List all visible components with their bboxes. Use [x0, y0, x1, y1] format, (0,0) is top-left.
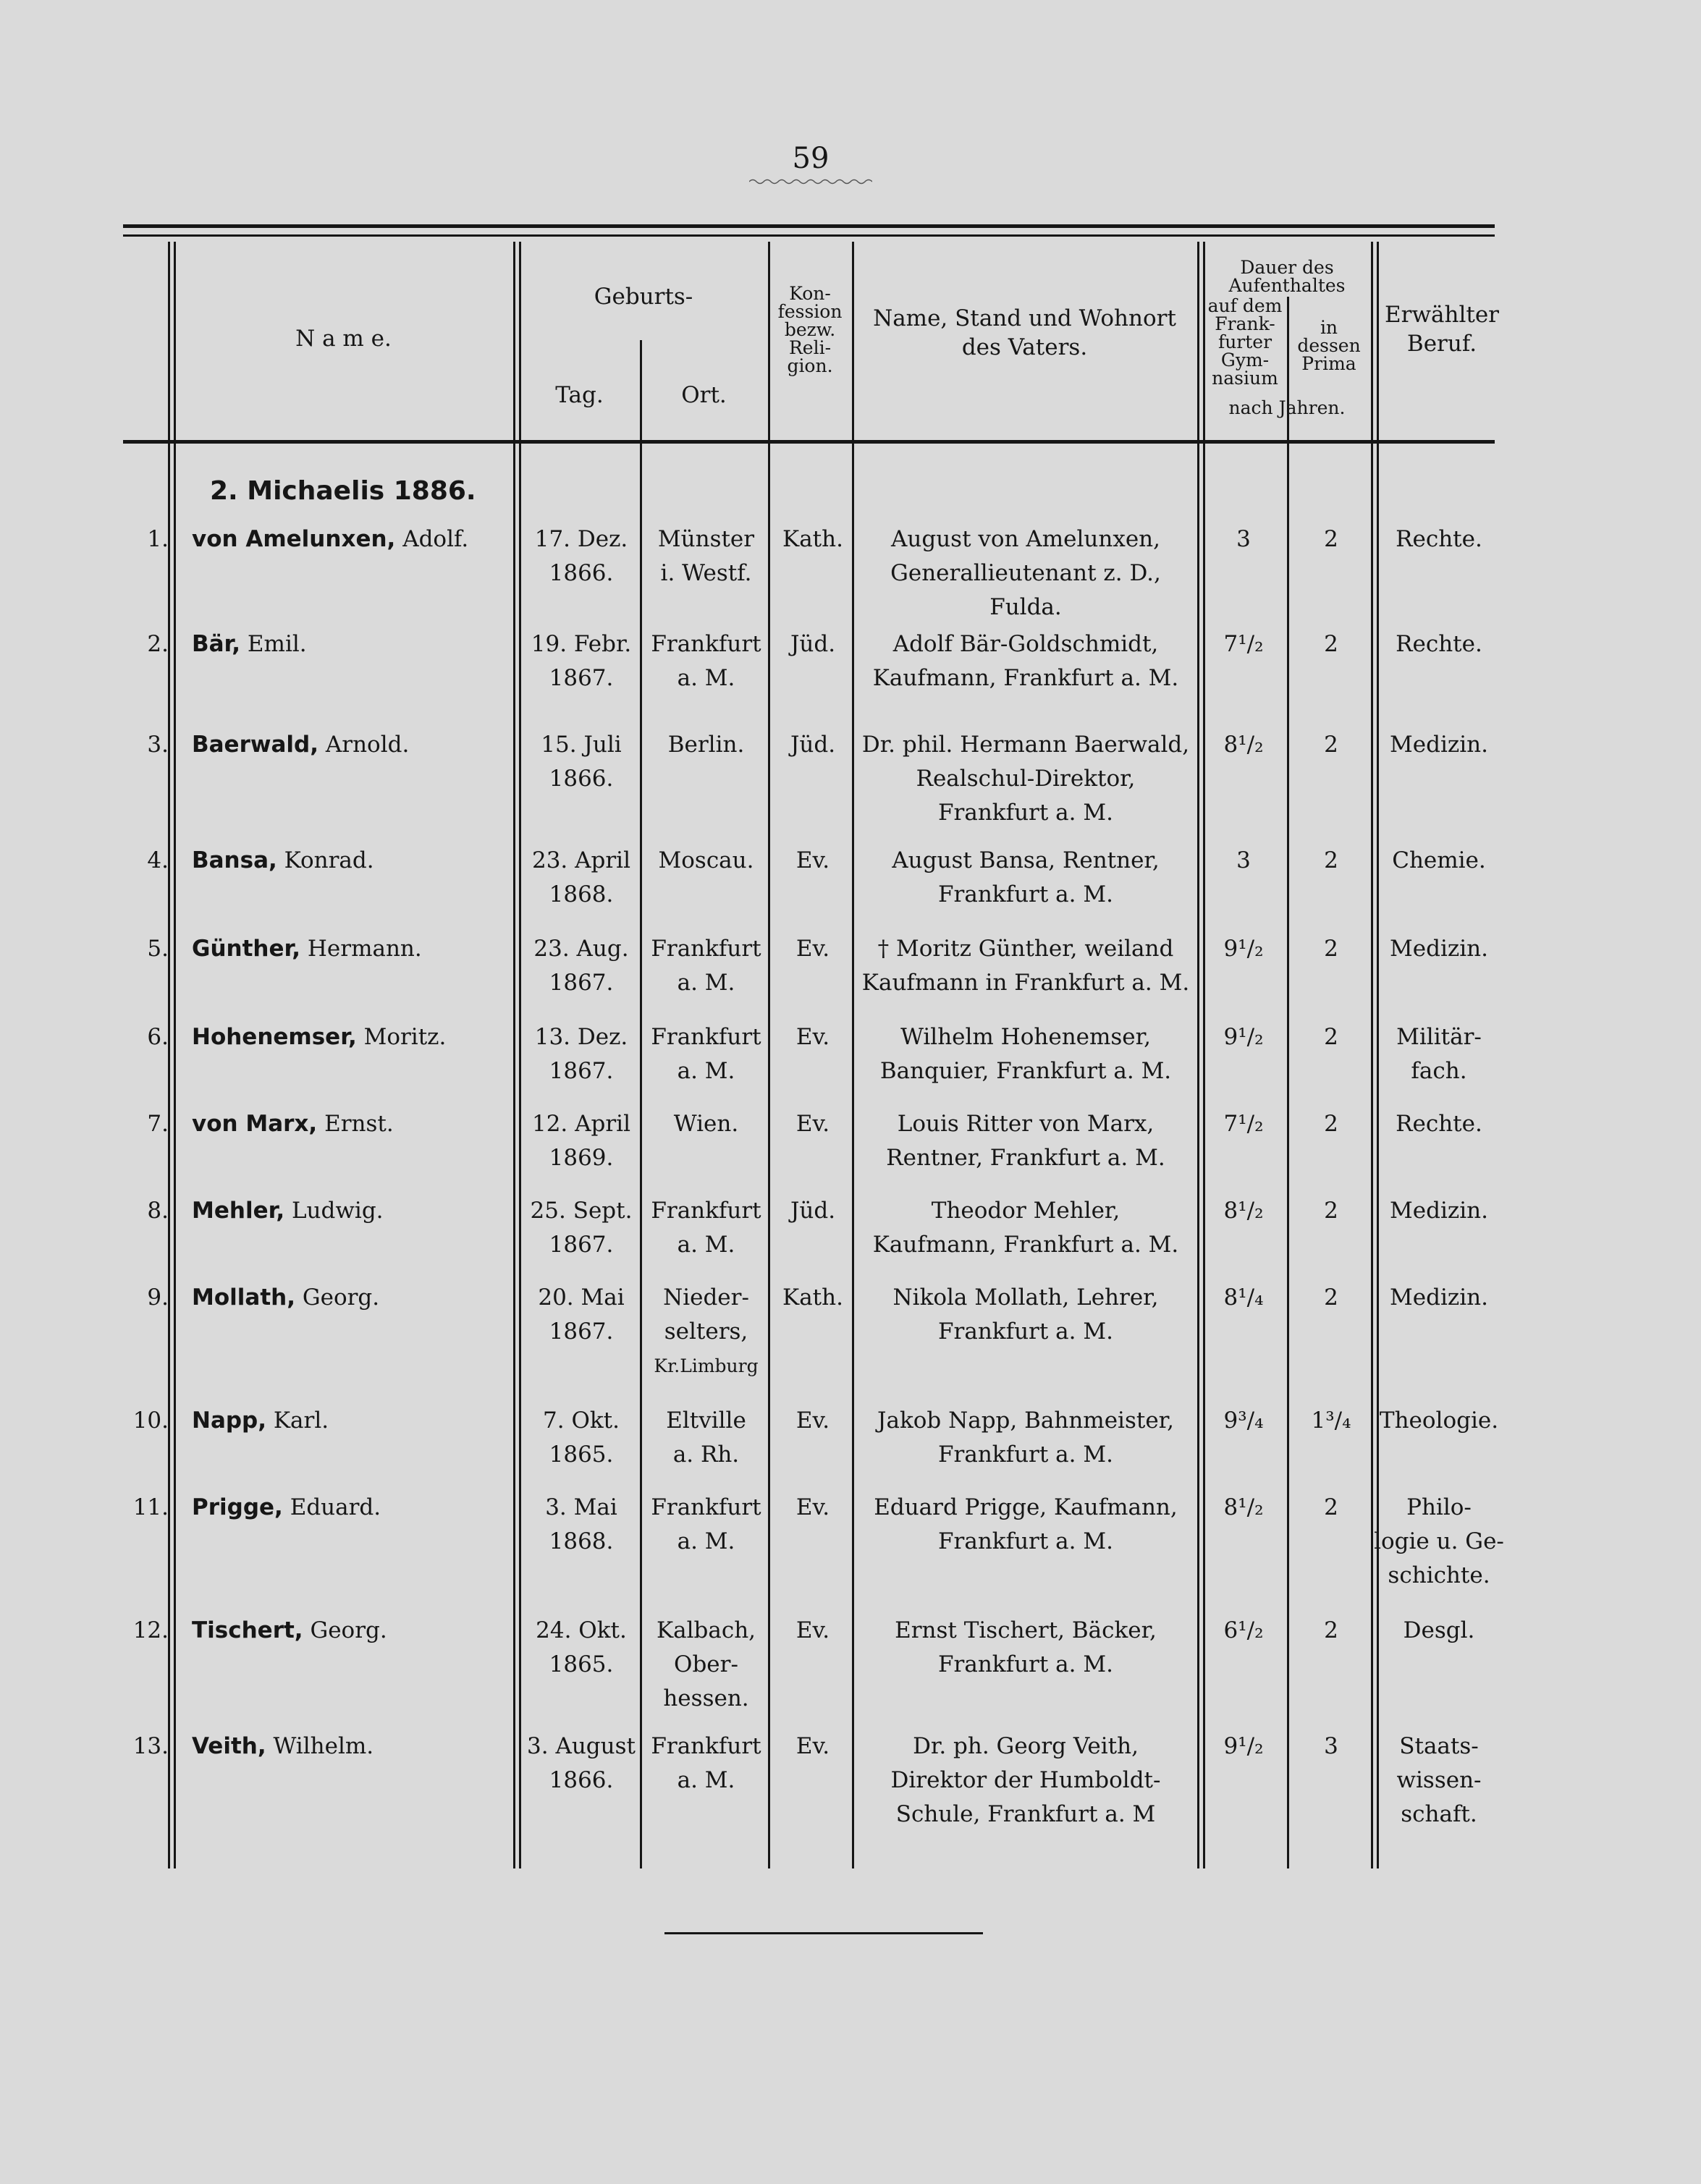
birth-date-line: 17. Dez. — [534, 526, 628, 552]
father-info-line: Frankfurt a. M. — [938, 800, 1113, 826]
religion: Ev. — [795, 847, 830, 873]
chosen-profession-line: Chemie. — [1392, 847, 1486, 873]
student-name — [192, 627, 307, 661]
father-info-line: Direktor der Humboldt- — [890, 1767, 1161, 1793]
row-number: 8. — [147, 1198, 169, 1224]
birth-place — [643, 522, 769, 591]
father-info-line: Frankfurt a. M. — [938, 1442, 1113, 1468]
chosen-profession-line: Staats- — [1399, 1733, 1479, 1759]
father-info — [854, 1020, 1197, 1088]
birth-date-line: 1866. — [549, 1767, 614, 1793]
birth-date-line: 20. Mai — [538, 1284, 625, 1311]
birth-place-line: a. M. — [677, 1232, 735, 1258]
birth-date — [520, 522, 643, 591]
birth-date-line: 1869. — [549, 1145, 614, 1171]
birth-date-line: 1867. — [549, 1058, 614, 1084]
student-surname: Bär, — [192, 631, 241, 657]
birth-place — [643, 627, 769, 695]
closing-rule — [664, 1932, 983, 1934]
student-surname: Mehler, — [192, 1198, 285, 1224]
years-frankfurt-gymnasium: 3 — [1236, 847, 1251, 873]
section-title: 2. Michaelis 1886. — [210, 476, 476, 506]
birth-date-line: 25. Sept. — [530, 1198, 633, 1224]
row-number: 9. — [147, 1284, 169, 1311]
birth-place-line: a. M. — [677, 1528, 735, 1554]
father-info-line: Rentner, Frankfurt a. M. — [886, 1145, 1165, 1171]
top-double-rule-lower — [123, 234, 1495, 237]
birth-place-line: hessen. — [663, 1685, 749, 1711]
chosen-profession-line: Medizin. — [1390, 732, 1488, 758]
birth-place-line: i. Westf. — [660, 560, 752, 586]
birth-place-line: a. M. — [677, 970, 735, 996]
birth-place-line: Eltville — [666, 1408, 746, 1434]
father-info — [854, 932, 1197, 1000]
chosen-profession-line: schaft. — [1401, 1801, 1477, 1827]
father-info-line: Frankfurt a. M. — [938, 1651, 1113, 1677]
religion: Jüd. — [790, 732, 836, 758]
student-name — [192, 844, 374, 878]
religion: Ev. — [795, 1111, 830, 1137]
student-name — [192, 522, 468, 556]
student-surname: Napp, — [192, 1408, 267, 1434]
father-info-line: Schule, Frankfurt a. M — [895, 1801, 1156, 1827]
father-info — [854, 1730, 1197, 1832]
birth-date-line: 1866. — [549, 766, 614, 792]
birth-date-line: 7. Okt. — [543, 1408, 620, 1434]
row-number: 13. — [132, 1733, 169, 1759]
birth-date-line: 1867. — [549, 665, 614, 691]
birth-place — [643, 1107, 769, 1141]
father-info-line: Nikola Mollath, Lehrer, — [892, 1284, 1159, 1311]
birth-place-line: Berlin. — [667, 732, 745, 758]
years-frankfurt-gymnasium: 3 — [1236, 526, 1251, 552]
row-number: 3. — [147, 732, 169, 758]
religion: Ev. — [795, 1408, 830, 1434]
religion: Ev. — [795, 936, 830, 962]
birth-date — [520, 1281, 643, 1349]
father-info — [854, 1491, 1197, 1559]
chosen-profession-line: Rechte. — [1396, 631, 1482, 657]
father-info-line: Theodor Mehler, — [931, 1198, 1120, 1224]
birth-date — [520, 627, 643, 695]
years-frankfurt-gymnasium: 8¹/₂ — [1223, 732, 1264, 758]
birth-place-line: Frankfurt — [651, 631, 761, 657]
birth-date — [520, 728, 643, 796]
father-info-line: Adolf Bär-Goldschmidt, — [892, 631, 1159, 657]
father-info-line: Banquier, Frankfurt a. M. — [879, 1058, 1172, 1084]
father-info-line: Jakob Napp, Bahnmeister, — [877, 1408, 1174, 1434]
student-surname: Hohenemser, — [192, 1024, 357, 1050]
religion: Jüd. — [790, 631, 836, 657]
birth-date-line: 1867. — [549, 970, 614, 996]
father-info-line: Louis Ritter von Marx, — [897, 1111, 1155, 1137]
birth-place — [643, 1020, 769, 1088]
father-info-line: Kaufmann, Frankfurt a. M. — [872, 665, 1179, 691]
birth-place-line: a. M. — [677, 1767, 735, 1793]
chosen-profession — [1374, 627, 1504, 661]
years-frankfurt-gymnasium: 7¹/₂ — [1223, 1111, 1264, 1137]
header-konfession: Kon- fession bezw. Reli- gion. — [777, 283, 843, 376]
row-number: 6. — [147, 1024, 169, 1050]
birth-place-line: Frankfurt — [651, 936, 761, 962]
father-info — [854, 1194, 1197, 1262]
father-info-line: August von Amelunxen, — [891, 526, 1160, 552]
years-prima: 2 — [1324, 631, 1338, 657]
chosen-profession-line: Medizin. — [1390, 1198, 1488, 1224]
birth-date — [520, 1491, 643, 1559]
birth-date — [520, 932, 643, 1000]
student-surname: Baerwald, — [192, 732, 319, 758]
father-info-line: Ernst Tischert, Bäcker, — [895, 1617, 1157, 1643]
birth-place-line: Frankfurt — [651, 1198, 761, 1224]
birth-date — [520, 1404, 643, 1472]
header-prima: in dessen Prima — [1297, 317, 1361, 374]
row-number: 10. — [132, 1408, 169, 1434]
birth-date-line: 13. Dez. — [534, 1024, 628, 1050]
father-info-line: Dr. ph. Georg Veith, — [913, 1733, 1139, 1759]
father-info-line: Realschul-Direktor, — [916, 766, 1136, 792]
father-info — [854, 1614, 1197, 1682]
birth-date — [520, 1194, 643, 1262]
years-frankfurt-gymnasium: 7¹/₂ — [1223, 631, 1264, 657]
religion: Ev. — [795, 1494, 830, 1520]
chosen-profession-line: Desgl. — [1403, 1617, 1475, 1643]
birth-place-line: a. M. — [677, 1058, 735, 1084]
years-frankfurt-gymnasium: 9¹/₂ — [1223, 1733, 1264, 1759]
father-info-line: Frankfurt a. M. — [938, 1319, 1113, 1345]
father-info-line: Dr. phil. Hermann Baerwald, — [861, 732, 1190, 758]
student-given-name: Eduard. — [290, 1494, 381, 1520]
father-info — [854, 1281, 1197, 1349]
student-name — [192, 1491, 381, 1525]
years-frankfurt-gymnasium: 9¹/₂ — [1223, 1024, 1264, 1050]
student-surname: von Marx, — [192, 1111, 318, 1137]
birth-place-line: Nieder- — [663, 1284, 749, 1311]
header-ort: Ort. — [681, 382, 727, 408]
years-prima: 2 — [1324, 847, 1338, 873]
header-dauer: Dauer des Aufenthaltes — [1228, 257, 1346, 296]
chosen-profession — [1374, 1614, 1504, 1648]
student-surname: Tischert, — [192, 1617, 303, 1643]
student-surname: Bansa, — [192, 847, 277, 873]
birth-date-line: 1867. — [549, 1232, 614, 1258]
student-name — [192, 1404, 329, 1438]
birth-date-line: 24. Okt. — [536, 1617, 627, 1643]
birth-place — [643, 844, 769, 878]
chosen-profession-line: Philo- — [1406, 1494, 1472, 1520]
chosen-profession — [1374, 728, 1504, 762]
row-number: 12. — [132, 1617, 169, 1643]
years-prima: 2 — [1324, 732, 1338, 758]
chosen-profession-line: schichte. — [1388, 1562, 1490, 1588]
birth-place — [643, 1281, 769, 1383]
religion: Ev. — [795, 1024, 830, 1050]
student-given-name: Karl. — [273, 1408, 329, 1434]
birth-place-line: Kr.Limburg — [654, 1355, 759, 1376]
student-name — [192, 1194, 384, 1228]
years-prima: 2 — [1324, 1024, 1338, 1050]
student-name — [192, 1281, 379, 1315]
birth-date-line: 23. April — [531, 847, 631, 873]
birth-place — [643, 932, 769, 1000]
years-frankfurt-gymnasium: 8¹/₄ — [1223, 1284, 1264, 1311]
father-info-line: Kaufmann, Frankfurt a. M. — [872, 1232, 1179, 1258]
years-prima: 2 — [1324, 1494, 1338, 1520]
student-given-name: Konrad. — [284, 847, 374, 873]
chosen-profession-line: Theologie. — [1379, 1408, 1499, 1434]
student-given-name: Adolf. — [402, 526, 469, 552]
birth-place-line: Frankfurt — [651, 1733, 761, 1759]
years-prima: 2 — [1324, 1198, 1338, 1224]
years-prima: 2 — [1324, 526, 1338, 552]
birth-place-line: Frankfurt — [651, 1494, 761, 1520]
student-given-name: Moritz. — [363, 1024, 447, 1050]
chosen-profession-line: logie u. Ge- — [1374, 1528, 1504, 1554]
birth-date-line: 1866. — [549, 560, 614, 586]
father-info-line: Generallieutenant z. D., — [890, 560, 1161, 586]
row-number: 1. — [147, 526, 169, 552]
years-frankfurt-gymnasium: 8¹/₂ — [1223, 1494, 1264, 1520]
student-name — [192, 1730, 373, 1764]
student-surname: Günther, — [192, 936, 301, 962]
student-given-name: Hermann. — [307, 936, 422, 962]
top-double-rule-upper — [123, 224, 1495, 228]
birth-date-line: 1865. — [549, 1442, 614, 1468]
header-beruf: Erwählter Beruf. — [1385, 302, 1499, 357]
father-info-line: Frankfurt a. M. — [938, 881, 1113, 907]
chosen-profession — [1374, 1491, 1504, 1593]
chosen-profession — [1374, 1281, 1504, 1315]
years-prima: 2 — [1324, 1284, 1338, 1311]
header-vater: Name, Stand und Wohnort des Vaters. — [873, 305, 1176, 360]
chosen-profession-line: Rechte. — [1396, 1111, 1482, 1137]
birth-date — [520, 844, 643, 912]
religion: Kath. — [782, 526, 843, 552]
years-prima: 2 — [1324, 936, 1338, 962]
birth-date-line: 19. Febr. — [531, 631, 632, 657]
header-nach-jahren: nach Jahren. — [1228, 397, 1346, 418]
birth-place-line: Moscau. — [658, 847, 754, 873]
student-given-name: Arnold. — [325, 732, 410, 758]
birth-date-line: 12. April — [531, 1111, 631, 1137]
years-frankfurt-gymnasium: 8¹/₂ — [1223, 1198, 1264, 1224]
religion: Ev. — [795, 1617, 830, 1643]
birth-date — [520, 1730, 643, 1798]
birth-place — [643, 1404, 769, 1472]
birth-date — [520, 1614, 643, 1682]
birth-date-line: 23. Aug. — [533, 936, 629, 962]
student-name — [192, 1020, 446, 1054]
student-surname: Prigge, — [192, 1494, 283, 1520]
birth-place-line: Wien. — [673, 1111, 739, 1137]
birth-date-line: 3. August — [527, 1733, 636, 1759]
father-info — [854, 728, 1197, 830]
years-prima: 1³/₄ — [1311, 1408, 1351, 1434]
chosen-profession — [1374, 1194, 1504, 1228]
father-info — [854, 844, 1197, 912]
chosen-profession — [1374, 1730, 1504, 1832]
chosen-profession — [1374, 522, 1504, 556]
years-prima: 3 — [1324, 1733, 1338, 1759]
years-prima: 2 — [1324, 1111, 1338, 1137]
birth-date-line: 1867. — [549, 1319, 614, 1345]
chosen-profession — [1374, 844, 1504, 878]
chosen-profession-line: fach. — [1411, 1058, 1467, 1084]
father-info-line: Frankfurt a. M. — [938, 1528, 1113, 1554]
chosen-profession — [1374, 1107, 1504, 1141]
birth-place-line: Ober- — [674, 1651, 738, 1677]
father-info-line: Wilhelm Hohenemser, — [900, 1024, 1151, 1050]
student-name — [192, 932, 422, 966]
years-frankfurt-gymnasium: 9³/₄ — [1223, 1408, 1264, 1434]
birth-date-line: 1868. — [549, 881, 614, 907]
birth-place-line: selters, — [664, 1319, 748, 1345]
birth-date-line: 1868. — [549, 1528, 614, 1554]
header-name: N a m e. — [295, 326, 392, 352]
column-divider — [174, 242, 176, 1868]
birth-date-line: 15. Juli — [541, 732, 622, 758]
religion: Jüd. — [790, 1198, 836, 1224]
student-name — [192, 728, 409, 762]
religion: Kath. — [782, 1284, 843, 1311]
father-info — [854, 1404, 1197, 1472]
birth-place-line: a. Rh. — [672, 1442, 740, 1468]
birth-date — [520, 1020, 643, 1088]
student-given-name: Wilhelm. — [273, 1733, 374, 1759]
student-surname: Veith, — [192, 1733, 266, 1759]
chosen-profession — [1374, 1020, 1504, 1088]
row-number: 7. — [147, 1111, 169, 1137]
chosen-profession-line: Medizin. — [1390, 1284, 1488, 1311]
father-info-line: Eduard Prigge, Kaufmann, — [874, 1494, 1178, 1520]
father-info — [854, 522, 1197, 625]
years-prima: 2 — [1324, 1617, 1338, 1643]
page-number: 59 — [792, 142, 830, 175]
birth-place — [643, 1491, 769, 1559]
student-given-name: Emil. — [247, 631, 307, 657]
row-number: 11. — [132, 1494, 169, 1520]
birth-place-line: Kalbach, — [656, 1617, 756, 1643]
father-info-line: August Bansa, Rentner, — [892, 847, 1160, 873]
birth-place-line: a. M. — [677, 665, 735, 691]
birth-date-line: 3. Mai — [545, 1494, 617, 1520]
header-geburts: Geburts- — [594, 284, 693, 310]
student-name — [192, 1107, 394, 1141]
row-number: 5. — [147, 936, 169, 962]
birth-place-line: Frankfurt — [651, 1024, 761, 1050]
chosen-profession-line: wissen- — [1396, 1767, 1482, 1793]
chosen-profession — [1374, 932, 1504, 966]
chosen-profession — [1374, 1404, 1504, 1438]
father-info-line: Kaufmann in Frankfurt a. M. — [861, 970, 1190, 996]
header-tag: Tag. — [555, 382, 604, 408]
chosen-profession-line: Militär- — [1396, 1024, 1482, 1050]
father-info — [854, 627, 1197, 695]
birth-date-line: 1865. — [549, 1651, 614, 1677]
birth-place-line: Münster — [657, 526, 755, 552]
page-number-ornament — [749, 178, 872, 185]
birth-place — [643, 1730, 769, 1798]
student-surname: von Amelunxen, — [192, 526, 396, 552]
chosen-profession-line: Medizin. — [1390, 936, 1488, 962]
years-frankfurt-gymnasium: 9¹/₂ — [1223, 936, 1264, 962]
chosen-profession-line: Rechte. — [1396, 526, 1482, 552]
student-name — [192, 1614, 387, 1648]
father-info-line: Fulda. — [989, 594, 1062, 620]
student-given-name: Ludwig. — [291, 1198, 384, 1224]
student-given-name: Georg. — [310, 1617, 387, 1643]
birth-place — [643, 1614, 769, 1716]
row-number: 4. — [147, 847, 169, 873]
column-divider — [513, 242, 515, 1868]
birth-place — [643, 1194, 769, 1262]
religion: Ev. — [795, 1733, 830, 1759]
years-frankfurt-gymnasium: 6¹/₂ — [1223, 1617, 1264, 1643]
father-info — [854, 1107, 1197, 1175]
header-frankfurt: auf dem Frank- furter Gym- nasium — [1207, 295, 1283, 389]
student-given-name: Georg. — [302, 1284, 380, 1311]
father-info-line: † Moritz Günther, weiland — [877, 936, 1174, 962]
birth-date — [520, 1107, 643, 1175]
birth-place — [643, 728, 769, 762]
row-number: 2. — [147, 631, 169, 657]
student-surname: Mollath, — [192, 1284, 295, 1311]
student-given-name: Ernst. — [324, 1111, 394, 1137]
